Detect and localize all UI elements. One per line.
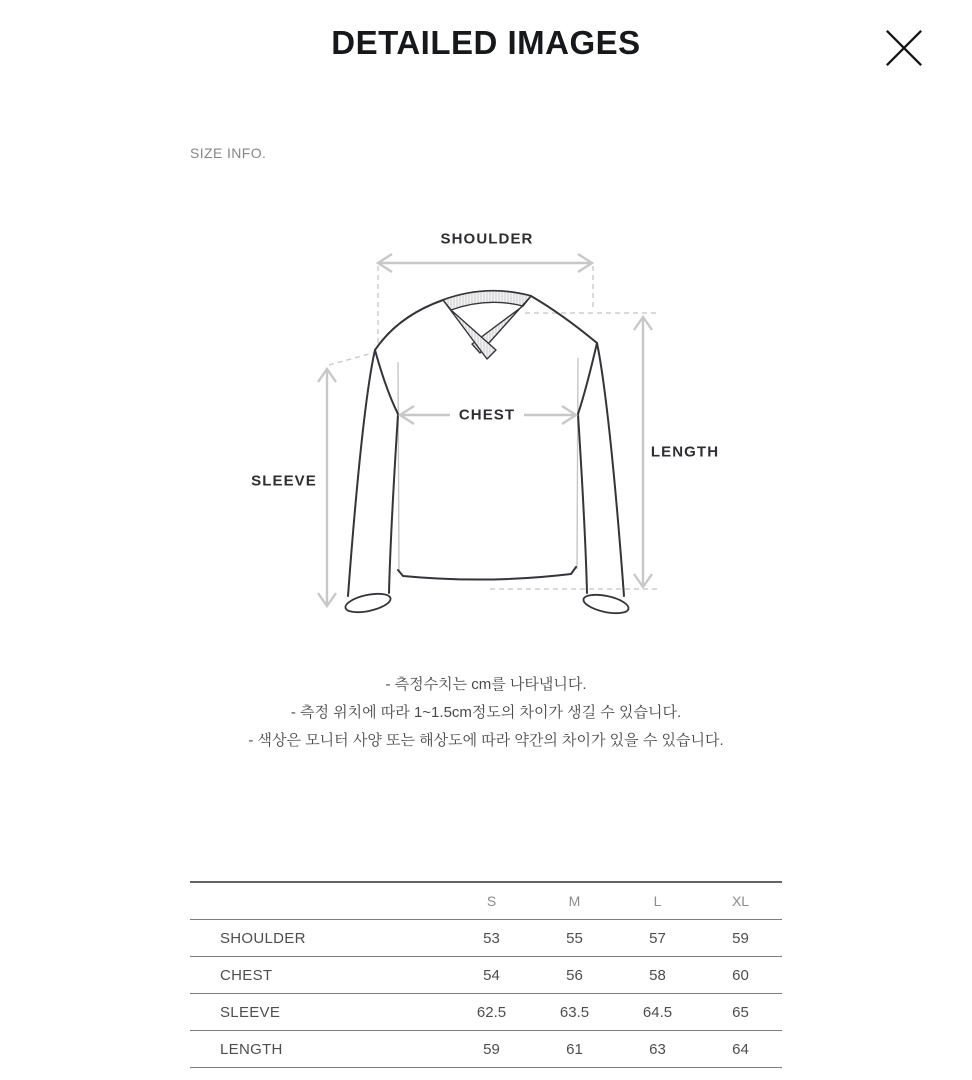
note-line: - 색상은 모니터 사양 또는 해상도에 따라 약간의 차이가 있을 수 있습니다. (248, 732, 724, 749)
size-value-cell: 59 (450, 1031, 533, 1068)
side-seam-lines (398, 358, 578, 571)
collar (443, 291, 531, 359)
size-table-section (190, 881, 782, 1068)
measurement-row-label: SHOULDER (190, 920, 450, 957)
table-row (190, 994, 782, 1031)
size-column-header: M (533, 882, 616, 920)
size-value-cell: 65 (699, 994, 782, 1031)
size-value-cell: 55 (533, 920, 616, 957)
size-value-cell: 61 (533, 1031, 616, 1068)
size-info-label: SIZE INFO. (190, 145, 267, 161)
note-line: - 측정수치는 cm를 나타냅니다. (385, 676, 587, 693)
table-row (190, 920, 782, 957)
size-value-cell: 54 (450, 957, 533, 994)
size-value-cell: 57 (616, 920, 699, 957)
size-column-header: S (450, 882, 533, 920)
size-column-header: XL (699, 882, 782, 920)
measurement-row-label: CHEST (190, 957, 450, 994)
measurement-row-label: SLEEVE (190, 994, 450, 1031)
sleeve-arrow (318, 369, 336, 606)
size-column-header (190, 882, 450, 920)
measurement-row-label: LENGTH (190, 1031, 450, 1068)
measurement-notes (0, 671, 972, 755)
table-header-row (190, 882, 782, 920)
size-value-cell: 64 (699, 1031, 782, 1068)
close-icon (884, 27, 924, 69)
shoulder-arrow (378, 254, 592, 272)
page-title: DETAILED IMAGES (331, 24, 641, 61)
size-value-cell: 64.5 (616, 994, 699, 1031)
size-table (190, 881, 782, 1068)
table-row (190, 957, 782, 994)
size-value-cell: 62.5 (450, 994, 533, 1031)
size-value-cell: 63 (616, 1031, 699, 1068)
garment-diagram-illustration (240, 222, 740, 662)
size-diagram (240, 222, 740, 662)
close-button[interactable] (876, 20, 932, 76)
diagram-label-length: LENGTH (648, 444, 722, 461)
diagram-label-chest: CHEST (456, 407, 518, 424)
size-value-cell: 58 (616, 957, 699, 994)
size-value-cell: 60 (699, 957, 782, 994)
diagram-label-shoulder: SHOULDER (438, 231, 537, 248)
size-value-cell: 63.5 (533, 994, 616, 1031)
table-row (190, 1031, 782, 1068)
size-value-cell: 59 (699, 920, 782, 957)
size-value-cell: 53 (450, 920, 533, 957)
diagram-label-sleeve: SLEEVE (248, 473, 320, 490)
size-value-cell: 56 (533, 957, 616, 994)
size-column-header: L (616, 882, 699, 920)
construction-lines (329, 266, 660, 589)
note-line: - 측정 위치에 따라 1~1.5cm정도의 차이가 생길 수 있습니다. (290, 704, 682, 721)
